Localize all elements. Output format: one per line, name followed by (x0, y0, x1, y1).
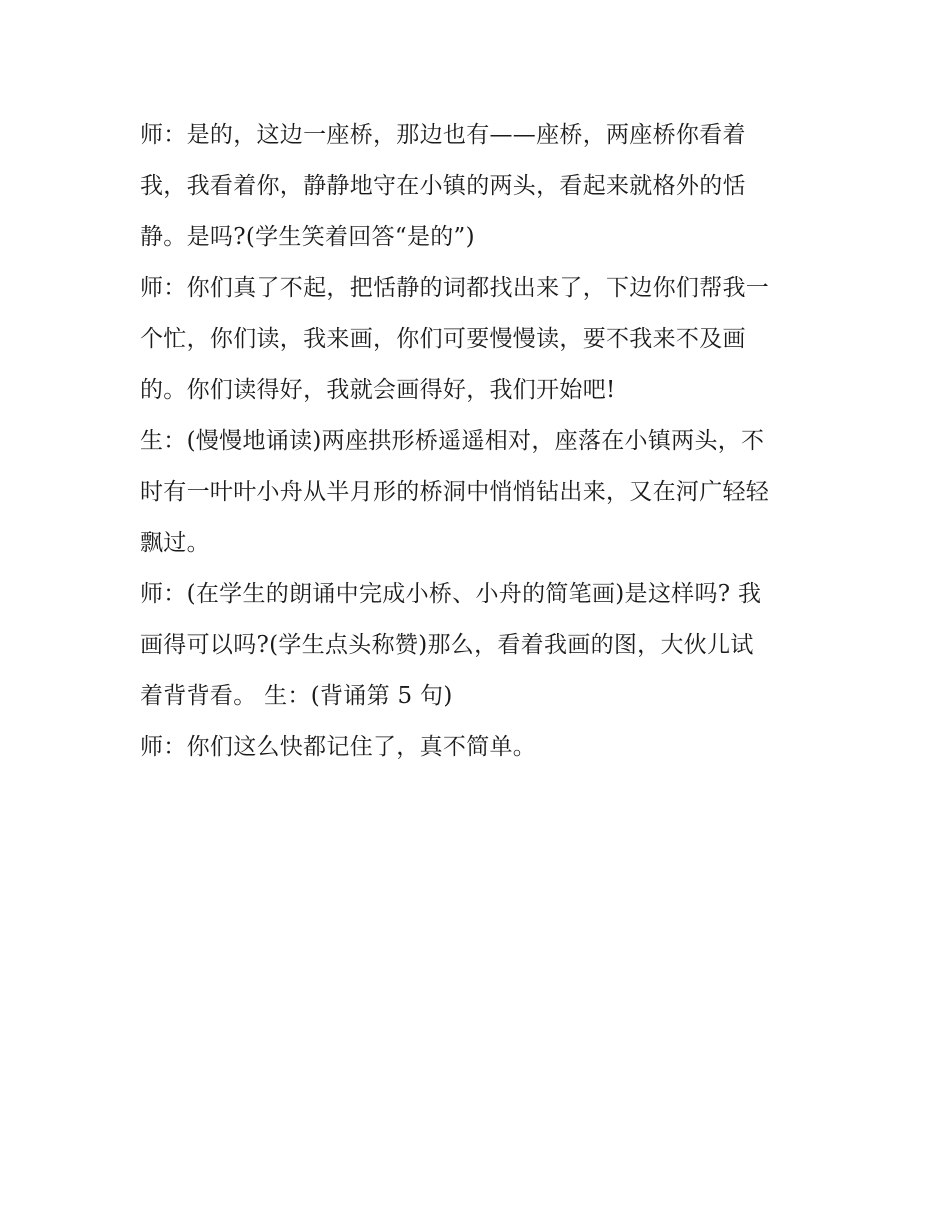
document-body (140, 110, 820, 773)
text-line: 师：你们真了不起，把恬静的词都找出来了，下边你们帮我一 (140, 275, 770, 301)
text-line: 的。你们读得好，我就会画得好，我们开始吧! (140, 377, 616, 403)
text-line: 时有一叶叶小舟从半月形的桥洞中悄悄钻出来，又在河广轻轻 (140, 479, 770, 505)
text-line: 着背背看。 生：(背诵第 5 句) (140, 683, 453, 709)
text-line: 生：(慢慢地诵读)两座拱形桥遥遥相对，座落在小镇两头，不 (140, 428, 765, 454)
text-line: 静。是吗?(学生笑着回答“是的”) (140, 224, 475, 250)
text-line: 师：(在学生的朗诵中完成小桥、小舟的简笔画)是这样吗? 我 (140, 581, 762, 607)
text-line: 我，我看着你，静静地守在小镇的两头，看起来就格外的恬 (140, 173, 746, 199)
text-line: 飘过。 (140, 530, 210, 556)
text-line: 个忙，你们读，我来画，你们可要慢慢读，要不我来不及画 (140, 326, 746, 352)
text-line: 师：你们这么快都记住了，真不简单。 (140, 734, 537, 760)
text-line: 师：是的，这边一座桥，那边也有——座桥，两座桥你看着 (140, 122, 746, 148)
text-line: 画得可以吗?(学生点头称赞)那么，看着我画的图，大伙儿试 (140, 632, 754, 658)
